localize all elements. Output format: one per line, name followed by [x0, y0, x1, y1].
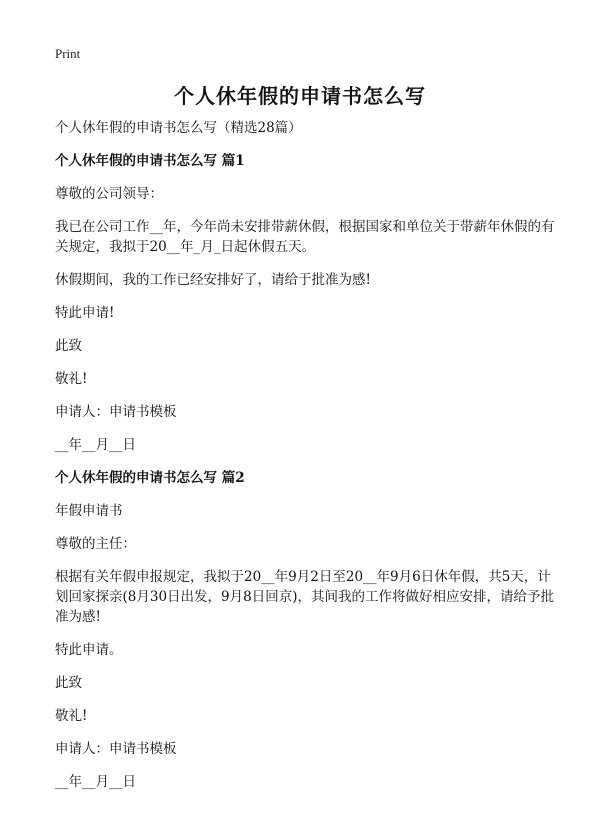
body-paragraph-2: 休假期间，我的工作已经安排好了，请给于批准为感! — [55, 272, 371, 288]
letter-title-2: 年假申请书 — [55, 503, 123, 519]
document-body — [55, 118, 555, 805]
applicant-line-1: 申请人：申请书模板 — [55, 404, 177, 420]
closing-request-2: 特此申请。 — [55, 642, 123, 658]
closing-cizhi-2: 此致 — [55, 675, 82, 691]
section-heading-1: 个人休年假的申请书怎么写 篇1 — [55, 153, 245, 169]
closing-cizhi-1: 此致 — [55, 338, 82, 354]
document-subtitle: 个人休年假的申请书怎么写（精选28篇） — [55, 120, 302, 136]
salutation-2: 尊敬的主任： — [55, 536, 136, 552]
closing-request-1: 特此申请! — [55, 305, 115, 321]
print-label: Print — [55, 46, 81, 61]
date-line-2: __年__月__日 — [55, 774, 136, 790]
document-title: 个人休年假的申请书怎么写 — [174, 84, 426, 108]
applicant-line-2: 申请人：申请书模板 — [55, 741, 177, 757]
section-heading-2: 个人休年假的申请书怎么写 篇2 — [55, 470, 245, 486]
salutation-1: 尊敬的公司领导： — [55, 186, 163, 202]
closing-jingli-1: 敬礼! — [55, 371, 88, 387]
date-line-1: __年__月__日 — [55, 437, 136, 453]
closing-jingli-2: 敬礼! — [55, 708, 88, 724]
body-paragraph-3: 根据有关年假申报规定，我拟于20__年9月2日至20__年9月6日休年假，共5天，计划回家探亲(8月30日出发，9月8日回京)，其间我的工作将做好相应安排，请给予批准为感! — [55, 569, 554, 625]
body-paragraph-1: 我已在公司工作__年，今年尚未安排带薪休假，根据国家和单位关于带薪年休假的有关规定，我拟于20__年_月_日起休假五天。 — [55, 219, 555, 255]
